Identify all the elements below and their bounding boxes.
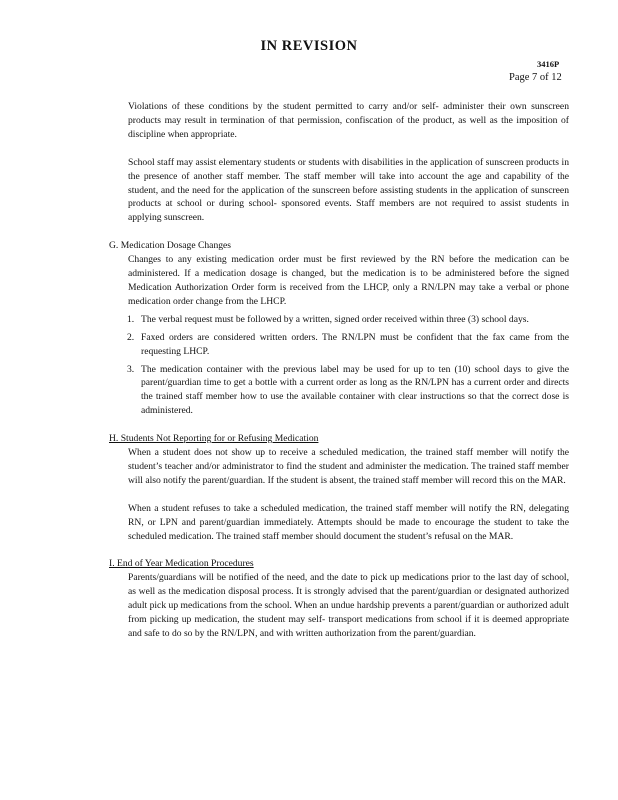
intro-paragraph-staff-assist: School staff may assist elementary students or students with disabilities in the application of sunscreen products in the presence of another staff member. The staff member will take into account the age and capability of the student, and the need for the application of the sunscreen before assisting students in the application of sunscreen products at school or during school- sponsored events. Staff members are not required to assist students in applying sunscreen. <box>128 156 569 224</box>
section-h-paragraph-refuses: When a student refuses to take a scheduled medication, the trained staff member will notify the RN, delegating RN, or LPN and parent/guardian immediately. Attempts should be made to encourage the student to take the scheduled medication. The trained staff member should document the student’s refusal on the MAR. <box>128 502 569 542</box>
list-item: 2. Faxed orders are considered written orders. The RN/LPN must be confident that the fax came from the requesting LHCP. <box>127 331 569 357</box>
page-number: Page 7 of 12 <box>509 72 562 83</box>
section-h-paragraph-absent: When a student does not show up to receive a scheduled medication, the trained staff member will notify the student’s teacher and/or administrator to find the student and administer the medication. The trained staff member will also notify the parent/guardian. If the student is absent, the trained staff member will record this on the MAR. <box>128 447 569 486</box>
section-i-text: Parents/guardians will be notified of the need, and the date to pick up medications prior to the last day of school, as well as the medication disposal process. It is strongly advised that the parent/guardian or designated authorized adult pick up medications from the school. When an undue hardship prevents a parent/guardian or authorized adult from picking up medication, the student may self- transport medications from school if it is deemed appropriate and safe to do so by the RN/LPN, and with written authorization from the parent/guardian. <box>128 572 569 639</box>
list-item: 1. The verbal request must be followed by a written, signed order received within three (3) school days. <box>127 313 529 325</box>
section-i-heading: I. End of Year Medication Procedures <box>109 558 254 570</box>
policy-code: 3416P <box>537 59 560 69</box>
section-g-heading: G. Medication Dosage Changes <box>109 240 232 252</box>
document-body <box>109 100 569 641</box>
page-title: IN REVISION <box>260 38 358 54</box>
section-h-heading: H. Students Not Reporting for or Refusing Medication <box>109 433 319 445</box>
intro-paragraph-violations: Violations of these conditions by the student permitted to carry and/or self- administer their own sunscreen products may result in termination of that permission, confiscation of the product, as well as the imposition of discipline when appropriate. <box>128 101 569 140</box>
section-g-text: Changes to any existing medication order must be first reviewed by the RN before the medication can be administered. If a medication dosage is changed, but the medication is to be administered before the signed Medication Authorization Order form is received from the LHCP, only a RN/LPN may take a verbal or phone medication order change from the LHCP. <box>128 254 569 307</box>
section-g-list <box>109 313 569 418</box>
list-item: 3. The medication container with the previous label may be used for up to ten (10) school days to give the parent/guardian time to get a bottle with a current order as long as the RN/LPN has a current order and directs the trained staff member how to use the available container with clear instructions so that the correct dose is administered. <box>127 363 569 417</box>
